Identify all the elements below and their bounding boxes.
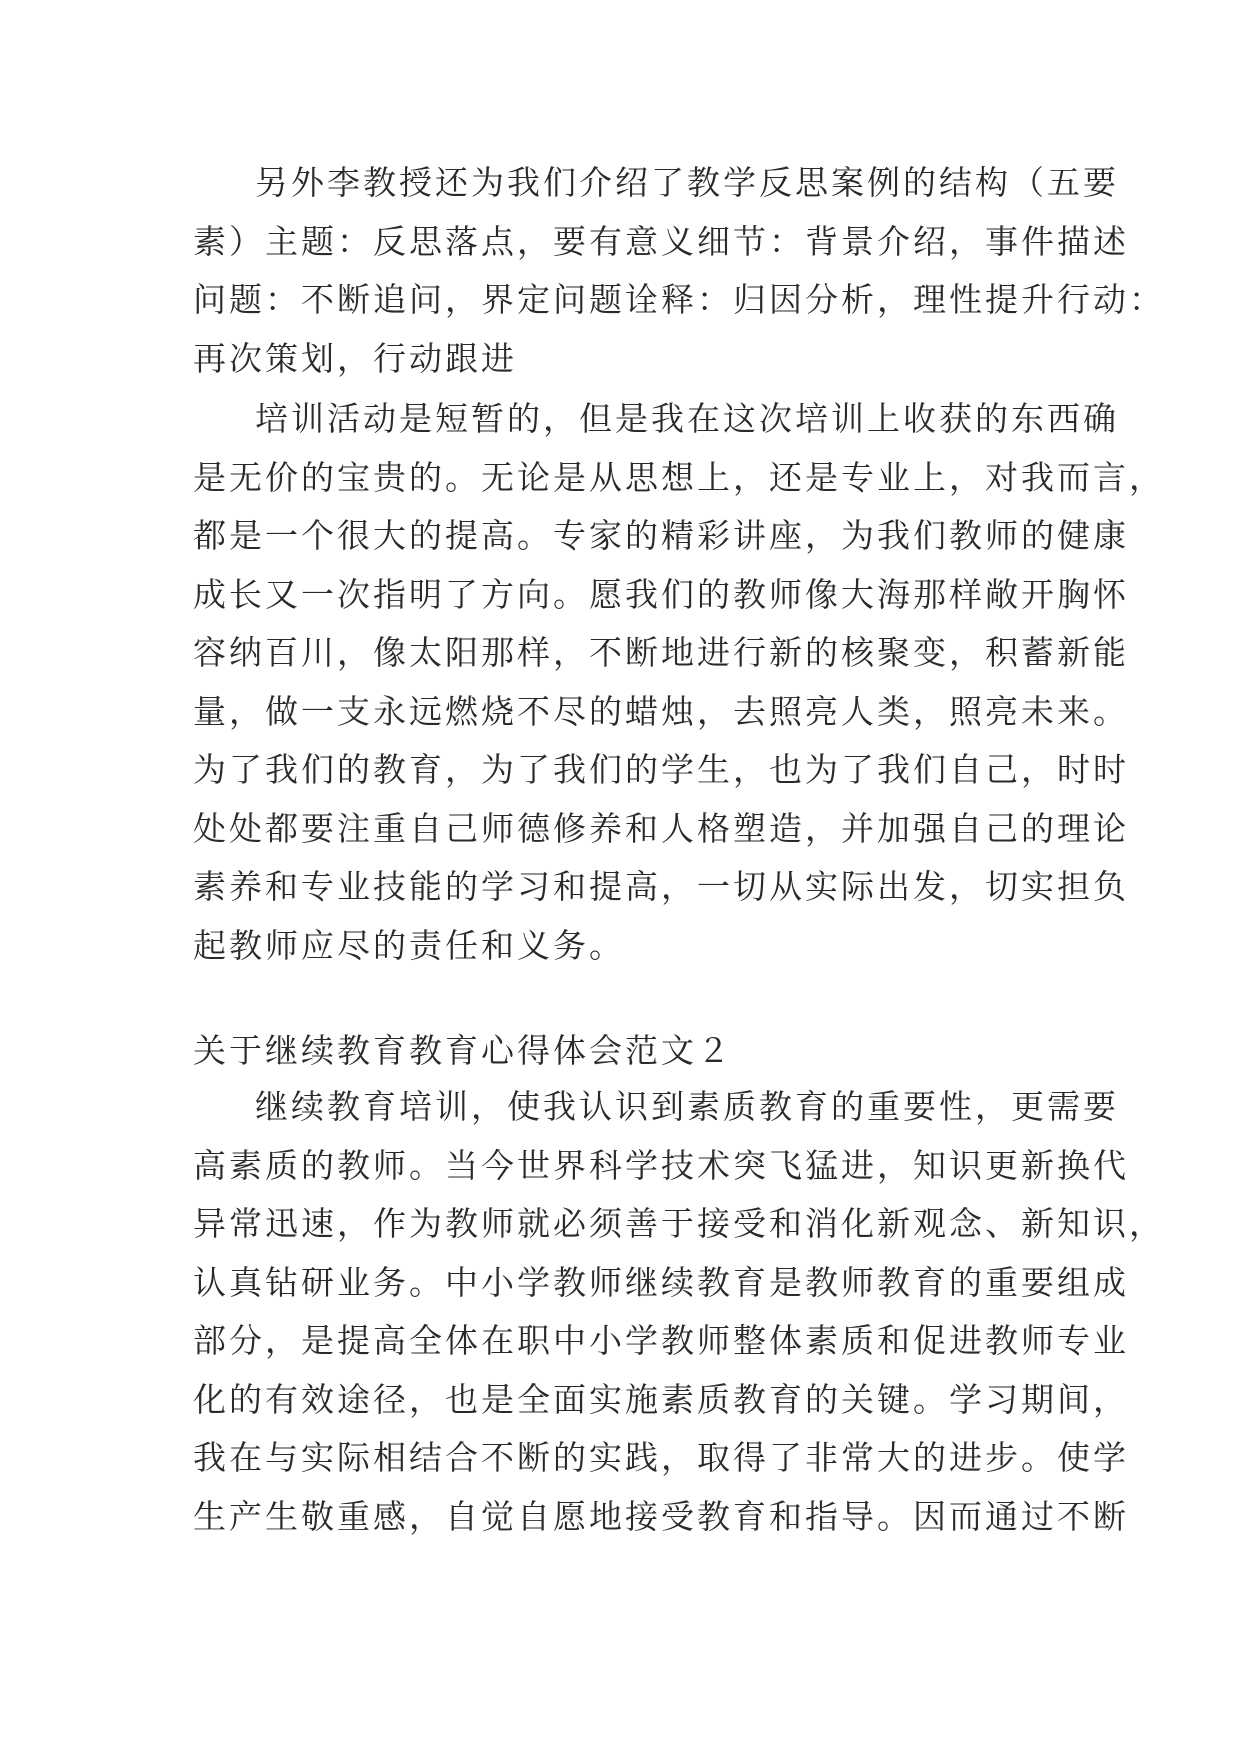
paragraph-line: 部分，是提高全体在职中小学教师整体素质和促进教师专业 <box>193 1321 1129 1360</box>
paragraph-line: 起教师应尽的责任和义务。 <box>193 925 625 965</box>
paragraph-line: 我在与实际相结合不断的实践，取得了非常大的进步。使学 <box>193 1438 1129 1477</box>
paragraph-line: 处处都要注重自己师德修养和人格塑造，并加强自己的理论 <box>193 808 1129 848</box>
paragraph-line: 再次策划，行动跟进 <box>193 338 517 378</box>
paragraph-line: 化的有效途径，也是全面实施素质教育的关键。学习期间， <box>193 1379 1129 1419</box>
paragraph-line: 培训活动是短暂的，但是我在这次培训上收获的东西确 <box>255 399 1119 438</box>
paragraph-line: 继续教育培训，使我认识到素质教育的重要性，更需要 <box>255 1087 1119 1126</box>
paragraph-reflection-structure <box>193 154 1165 388</box>
paragraph-line: 素养和专业技能的学习和提高，一切从实际出发，切实担负 <box>193 867 1129 906</box>
paragraph-training-summary <box>193 390 1165 975</box>
paragraph-line: 认真钻研业务。中小学教师继续教育是教师教育的重要组成 <box>193 1262 1129 1302</box>
paragraph-line: 素）主题：反思落点，要有意义细节：背景介绍，事件描述 <box>193 221 1129 261</box>
paragraph-line: 生产生敬重感，自觉自愿地接受教育和指导。因而通过不断 <box>193 1496 1129 1536</box>
paragraph-continuing-education <box>193 1078 1165 1546</box>
paragraph-line: 都是一个很大的提高。专家的精彩讲座，为我们教师的健康 <box>193 516 1129 555</box>
paragraph-line: 量，做一支永远燃烧不尽的蜡烛，去照亮人类，照亮未来。 <box>193 691 1129 731</box>
section-heading: 关于继续教育教育心得体会范文２ <box>193 1031 733 1070</box>
paragraph-line: 容纳百川，像太阳那样，不断地进行新的核聚变，积蓄新能 <box>193 633 1129 672</box>
paragraph-line: 高素质的教师。当今世界科学技术突飞猛进，知识更新换代 <box>193 1145 1129 1185</box>
paragraph-line: 是无价的宝贵的。无论是从思想上，还是专业上，对我而言， <box>193 457 1165 497</box>
paragraph-line: 另外李教授还为我们介绍了教学反思案例的结构（五要 <box>255 163 1119 202</box>
paragraph-line: 为了我们的教育，为了我们的学生，也为了我们自己，时时 <box>193 750 1129 789</box>
paragraph-line: 异常迅速，作为教师就必须善于接受和消化新观念、新知识， <box>193 1204 1165 1243</box>
paragraph-line: 成长又一次指明了方向。愿我们的教师像大海那样敞开胸怀 <box>193 574 1129 614</box>
paragraph-line: 问题：不断追问，界定问题诠释：归因分析，理性提升行动： <box>193 280 1165 319</box>
